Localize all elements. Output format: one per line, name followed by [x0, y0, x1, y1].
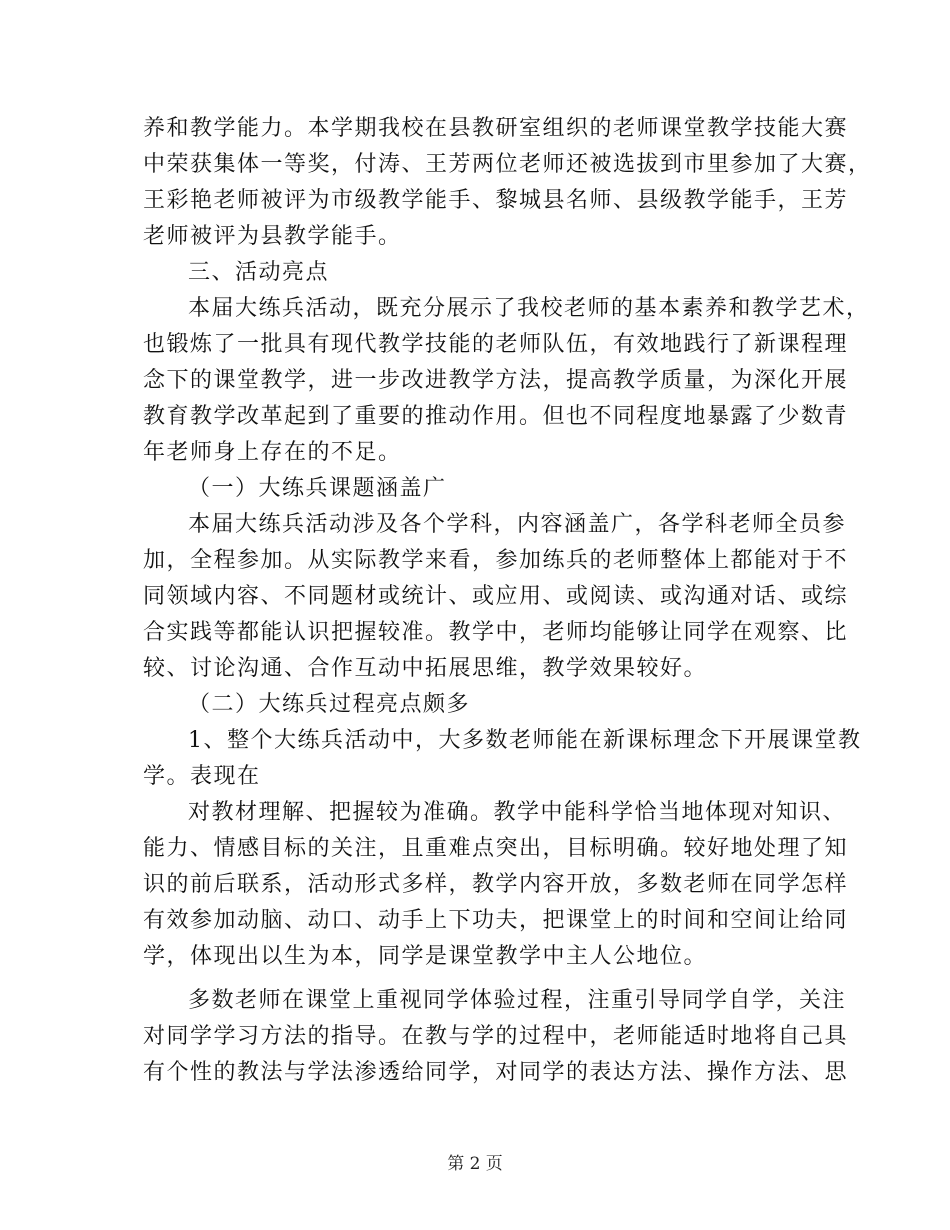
paragraph-line: 年老师身上存在的不足。: [143, 440, 402, 465]
paragraph-line: 1、整个大练兵活动中，大多数老师能在新课标理念下开展课堂教: [188, 728, 862, 753]
paragraph-line: 中荣获集体一等奖，付涛、王芳两位老师还被选拔到市里参加了大赛，: [143, 152, 872, 177]
page-number: 第 2 页: [447, 1154, 503, 1174]
paragraph-line: 有效参加动脑、动口、动手上下功夫，把课堂上的时间和空间让给同: [143, 908, 849, 933]
paragraph-line: 也锻炼了一批具有现代教学技能的老师队伍，有效地践行了新课程理: [143, 332, 849, 357]
paragraph-line: 合实践等都能认识把握较准。教学中，老师均能够让同学在观察、比: [143, 620, 849, 645]
paragraph-line: 同领域内容、不同题材或统计、或应用、或阅读、或沟通对话、或综: [143, 584, 849, 609]
paragraph-line: 较、讨论沟通、合作互动中拓展思维，教学效果较好。: [143, 656, 708, 681]
paragraph-line: 本届大练兵活动涉及各个学科，内容涵盖广，各学科老师全员参: [188, 512, 847, 537]
paragraph-line: 念下的课堂教学，进一步改进教学方法，提高教学质量，为深化开展: [143, 368, 849, 393]
paragraph-line: 加，全程参加。从实际教学来看，参加练兵的老师整体上都能对于不: [143, 548, 849, 573]
subsection-heading: （一）大练兵课题涵盖广: [188, 476, 447, 501]
paragraph-line: 学。表现在: [143, 764, 261, 789]
paragraph-line: 养和教学能力。本学期我校在县教研室组织的老师课堂教学技能大赛: [143, 116, 849, 141]
paragraph-line: 能力、情感目标的关注，且重难点突出，目标明确。较好地处理了知: [143, 836, 849, 861]
paragraph-line: 本届大练兵活动，既充分展示了我校老师的基本素养和教学艺术，: [188, 296, 870, 321]
paragraph-line: 王彩艳老师被评为市级教学能手、黎城县名师、县级教学能手，王芳: [143, 188, 849, 213]
paragraph-line: 老师被评为县教学能手。: [143, 224, 402, 249]
paragraph-line: 学，体现出以生为本，同学是课堂教学中主人公地位。: [143, 944, 708, 969]
subsection-heading: （二）大练兵过程亮点颇多: [188, 692, 471, 717]
paragraph-line: 对同学学习方法的指导。在教与学的过程中，老师能适时地将自己具: [143, 1024, 849, 1049]
paragraph-line: 识的前后联系，活动形式多样，教学内容开放，多数老师在同学怎样: [143, 872, 849, 897]
paragraph-line: 教育教学改革起到了重要的推动作用。但也不同程度地暴露了少数青: [143, 404, 849, 429]
paragraph-line: 多数老师在课堂上重视同学体验过程，注重引导同学自学，关注: [188, 988, 847, 1013]
section-heading: 三、活动亮点: [188, 260, 330, 285]
paragraph-line: 有个性的教法与学法渗透给同学，对同学的表达方法、操作方法、思: [143, 1060, 849, 1085]
paragraph-line: 对教材理解、把握较为准确。教学中能科学恰当地体现对知识、: [188, 800, 847, 825]
